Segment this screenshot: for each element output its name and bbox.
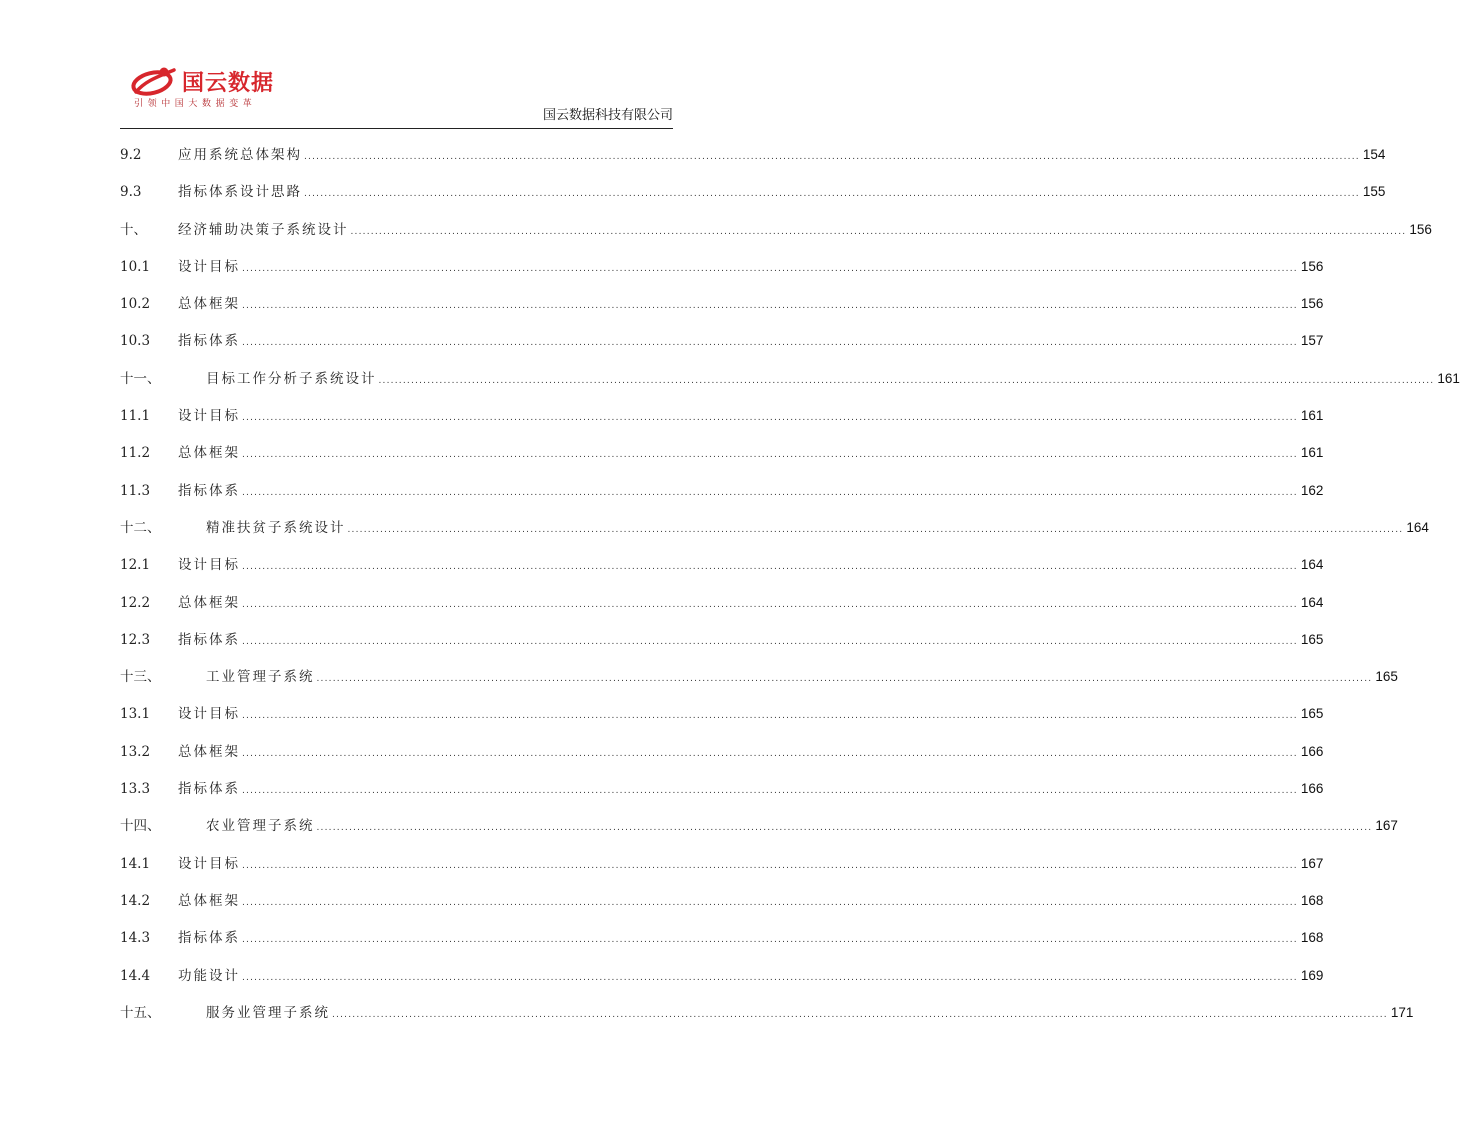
toc-entry[interactable]: [120, 958, 1324, 995]
toc-page-number: 164: [1300, 594, 1324, 610]
toc-title: 经济辅助决策子系统设计: [178, 221, 349, 238]
toc-dot-leader: ....................................................................................................................................................................................................................................................................: [242, 450, 1298, 461]
toc-number: 13.2: [120, 743, 151, 760]
toc-number: 十三、: [120, 669, 161, 686]
company-name: 国云数据科技有限公司: [542, 108, 673, 123]
toc-title: 总体框架: [178, 892, 240, 909]
toc-number: 10.3: [120, 333, 151, 350]
header-divider: [120, 128, 673, 129]
toc-entry[interactable]: [120, 286, 1324, 323]
toc-title: 工业管理子系统: [206, 669, 315, 686]
toc-number: 14.2: [120, 892, 151, 909]
toc-number: 十、: [120, 221, 147, 238]
toc-entry[interactable]: [120, 435, 1324, 472]
toc-page-number: 164: [1406, 519, 1429, 535]
toc-title: 服务业管理子系统: [206, 1004, 330, 1021]
toc-page-number: 154: [1362, 147, 1386, 162]
toc-page-number: 166: [1300, 781, 1324, 797]
toc-title: 总体框架: [178, 743, 240, 760]
toc-page-number: 167: [1300, 855, 1324, 871]
toc-dot-leader: ....................................................................................................................................................................................................................................................................: [242, 562, 1298, 573]
toc-title: 设计目标: [178, 706, 240, 723]
toc-page-number: 164: [1300, 557, 1324, 573]
toc-dot-leader: ....................................................................................................................................................................................................................................................................: [347, 524, 1404, 535]
toc-page-number: 166: [1300, 743, 1324, 759]
toc-entry[interactable]: [120, 920, 1324, 957]
toc-title: 指标体系设计思路: [178, 184, 302, 201]
table-of-contents: [120, 137, 1460, 1032]
toc-page-number: 157: [1300, 333, 1324, 349]
toc-entry[interactable]: [120, 734, 1324, 771]
toc-dot-leader: ....................................................................................................................................................................................................................................................................: [242, 487, 1298, 498]
toc-number: 11.3: [120, 482, 151, 499]
toc-page-number: 165: [1375, 669, 1398, 685]
toc-page-number: 161: [1300, 445, 1324, 461]
toc-dot-leader: ....................................................................................................................................................................................................................................................................: [242, 338, 1298, 349]
toc-entry[interactable]: [120, 808, 1398, 845]
toc-number: 14.1: [120, 855, 151, 872]
toc-page-number: 155: [1362, 184, 1386, 200]
toc-dot-leader: ....................................................................................................................................................................................................................................................................: [242, 301, 1298, 312]
toc-title: 功能设计: [178, 967, 240, 984]
toc-number: 11.1: [120, 408, 151, 425]
toc-dot-leader: ....................................................................................................................................................................................................................................................................: [242, 935, 1298, 946]
toc-number: 十一、: [120, 370, 161, 387]
toc-number: 13.1: [120, 706, 151, 723]
toc-entry[interactable]: [120, 361, 1460, 398]
toc-dot-leader: ....................................................................................................................................................................................................................................................................: [242, 636, 1298, 647]
toc-number: 9.3: [120, 184, 142, 201]
toc-entry[interactable]: [120, 510, 1429, 547]
toc-title: 目标工作分析子系统设计: [206, 370, 377, 387]
toc-title: 设计目标: [178, 408, 240, 425]
toc-number: 11.2: [120, 445, 151, 462]
toc-entry[interactable]: [120, 398, 1324, 435]
page-header: [120, 60, 673, 128]
toc-page-number: 161: [1437, 370, 1460, 386]
toc-dot-leader: ....................................................................................................................................................................................................................................................................: [316, 674, 1373, 685]
toc-number: 14.4: [120, 967, 151, 984]
toc-entry[interactable]: [120, 547, 1324, 584]
toc-dot-leader: ....................................................................................................................................................................................................................................................................: [242, 263, 1298, 274]
toc-number: 9.2: [120, 147, 142, 163]
toc-title: 指标体系: [178, 482, 240, 499]
logo-swirl-icon: [130, 64, 178, 98]
toc-title: 总体框架: [178, 296, 240, 313]
logo-text: 国云数据: [182, 71, 275, 96]
toc-number: 12.2: [120, 594, 151, 611]
toc-number: 十五、: [120, 1004, 161, 1021]
toc-dot-leader: ....................................................................................................................................................................................................................................................................: [242, 413, 1298, 424]
toc-title: 总体框架: [178, 445, 240, 462]
toc-dot-leader: ....................................................................................................................................................................................................................................................................: [242, 786, 1298, 797]
logo-slogan: 引领中国大数据变革: [134, 99, 257, 109]
toc-page-number: 169: [1300, 967, 1324, 983]
toc-number: 14.3: [120, 930, 151, 947]
toc-entry[interactable]: [120, 696, 1324, 733]
toc-title: 设计目标: [178, 557, 240, 574]
toc-page-number: 171: [1390, 1004, 1414, 1020]
toc-entry[interactable]: [120, 174, 1386, 211]
company-logo: [130, 62, 290, 112]
toc-entry[interactable]: [120, 212, 1432, 249]
toc-page-number: 168: [1300, 930, 1324, 946]
toc-entry[interactable]: [120, 473, 1324, 510]
toc-number: 十四、: [120, 818, 161, 835]
toc-dot-leader: ....................................................................................................................................................................................................................................................................: [242, 748, 1298, 759]
toc-title: 农业管理子系统: [206, 818, 315, 835]
toc-number: 12.3: [120, 631, 151, 648]
toc-page-number: 165: [1300, 706, 1324, 722]
toc-title: 指标体系: [178, 631, 240, 648]
toc-page-number: 165: [1300, 631, 1324, 647]
toc-entry[interactable]: [120, 771, 1324, 808]
toc-page-number: 162: [1300, 482, 1324, 498]
toc-page-number: 156: [1409, 221, 1432, 237]
toc-entry[interactable]: [120, 137, 1386, 174]
toc-dot-leader: ....................................................................................................................................................................................................................................................................: [316, 823, 1373, 834]
toc-page-number: 168: [1300, 892, 1324, 908]
toc-dot-leader: ....................................................................................................................................................................................................................................................................: [242, 711, 1298, 722]
toc-number: 13.3: [120, 781, 151, 798]
toc-entry[interactable]: [120, 995, 1414, 1032]
toc-dot-leader: ....................................................................................................................................................................................................................................................................: [242, 599, 1298, 610]
toc-page-number: 156: [1300, 296, 1324, 312]
toc-page-number: 167: [1375, 818, 1398, 834]
toc-entry[interactable]: [120, 659, 1398, 696]
toc-entry[interactable]: [120, 622, 1324, 659]
toc-entry[interactable]: [120, 883, 1324, 920]
toc-title: 指标体系: [178, 930, 240, 947]
toc-dot-leader: ....................................................................................................................................................................................................................................................................: [242, 972, 1298, 983]
toc-dot-leader: ....................................................................................................................................................................................................................................................................: [304, 152, 1360, 162]
toc-entry[interactable]: [120, 846, 1324, 883]
toc-number: 十二、: [120, 519, 161, 536]
toc-entry[interactable]: [120, 585, 1324, 622]
toc-number: 12.1: [120, 557, 151, 574]
toc-entry[interactable]: [120, 323, 1324, 360]
toc-number: 10.2: [120, 296, 151, 313]
toc-number: 10.1: [120, 258, 151, 275]
toc-dot-leader: ....................................................................................................................................................................................................................................................................: [350, 226, 1407, 237]
toc-title: 指标体系: [178, 333, 240, 350]
toc-title: 设计目标: [178, 855, 240, 872]
toc-dot-leader: ....................................................................................................................................................................................................................................................................: [378, 375, 1435, 386]
toc-title: 总体框架: [178, 594, 240, 611]
toc-title: 应用系统总体架构: [178, 147, 302, 163]
toc-dot-leader: ....................................................................................................................................................................................................................................................................: [242, 897, 1298, 908]
toc-title: 指标体系: [178, 781, 240, 798]
toc-page-number: 156: [1300, 258, 1324, 274]
toc-dot-leader: ....................................................................................................................................................................................................................................................................: [304, 189, 1360, 200]
toc-dot-leader: ....................................................................................................................................................................................................................................................................: [242, 860, 1298, 871]
toc-title: 精准扶贫子系统设计: [206, 519, 346, 536]
toc-entry[interactable]: [120, 249, 1324, 286]
toc-page-number: 161: [1300, 408, 1324, 424]
toc-dot-leader: ....................................................................................................................................................................................................................................................................: [332, 1009, 1388, 1020]
toc-title: 设计目标: [178, 258, 240, 275]
